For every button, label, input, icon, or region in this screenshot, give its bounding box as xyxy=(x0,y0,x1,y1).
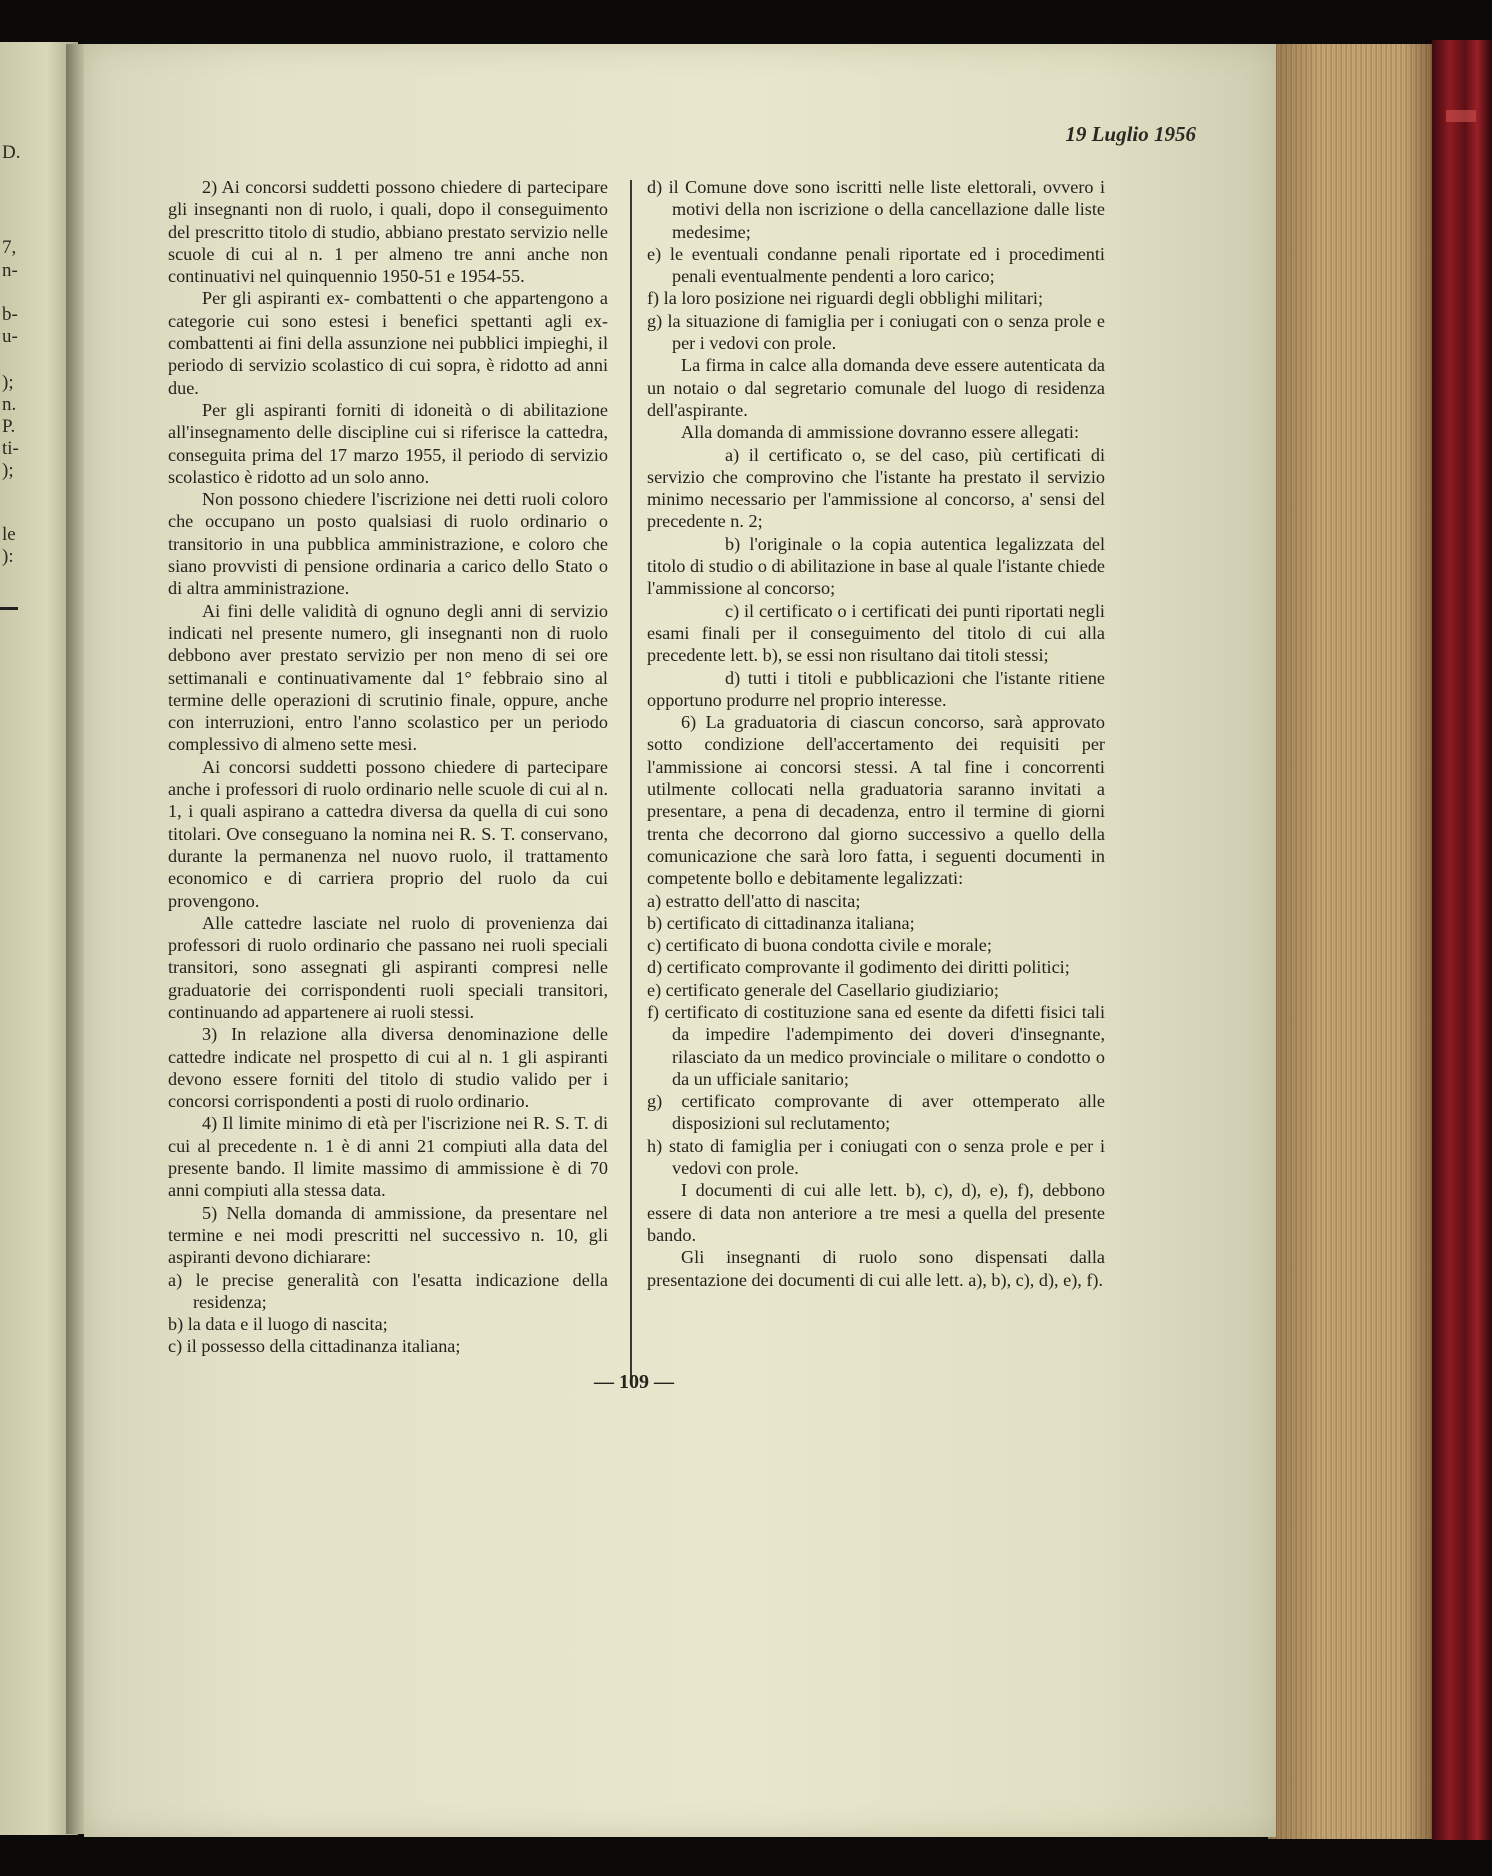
paragraph: Alle cattedre lasciate nel ruolo di provenienza dai professori di ruolo ordinario che passano nei ruoli speciali transitori, sono assegnati gli aspiranti compresi nelle graduatorie dei corrispondenti ruoli speciali transitori, continuando ad appartenere ai ruoli stessi. xyxy=(168,912,608,1022)
list-item: c) certificato di buona condotta civile e morale; xyxy=(647,935,992,956)
margin-fragment: u- xyxy=(2,326,18,347)
margin-fragment: b- xyxy=(2,304,18,325)
paragraph: Ai fini delle validità di ognuno degli anni di servizio indicati nel presente numero, gli insegnanti non di ruolo debbono aver prestato servizio per non meno di sei ore settimanali e continuativamente dal 1° febbraio sino al termine delle operazioni di scrutinio finale, oppure, anche con interruzioni, entro l'anno scolastico per un periodo complessivo di almeno sette mesi. xyxy=(168,600,608,755)
attachment-item: d) tutti i titoli e pubblicazioni che l'istante ritiene opportuno produrre nel proprio interesse. xyxy=(647,667,1105,710)
paragraph: Per gli aspiranti forniti di idoneità o di abilitazione all'insegnamento delle discipline cui si riferisce la cattedra, conseguita prima del 17 marzo 1955, il periodo di servizio scolastico è ridotto ad un solo anno. xyxy=(168,399,608,487)
document-page xyxy=(84,44,1276,1837)
paragraph: 6) La graduatoria di ciascun concorso, sarà approvato sotto condizione dell'accertamento dei requisiti per l'ammissione ai concorsi stessi. A tal fine i concorrenti utilmente collocati nella graduatoria saranno invitati a presentare, a pena di decadenza, entro il termine di giorni trenta che decorrono dal giorno successivo a quello della comunicazione che sarà loro fatta, i seguenti documenti in competente bollo e debitamente legalizzati: xyxy=(647,712,1105,889)
list-item: a) le precise generalità con l'esatta indicazione della residenza; xyxy=(168,1269,608,1312)
attachment-item: a) il certificato o, se del caso, più certificati di servizio che comprovino che l'istante ha prestato il servizio minimo necessario per l'ammissione al concorso, a' sensi del precedente n. 2; xyxy=(647,444,1105,532)
list-item: e) le eventuali condanne penali riportate ed i procedimenti penali eventualmente pendenti a loro carico; xyxy=(647,243,1105,287)
column-divider xyxy=(630,180,632,1380)
list-item: f) la loro posizione nei riguardi degli obblighi militari; xyxy=(647,288,1043,309)
attachment-item: b) l'originale o la copia autentica legalizzata del titolo di studio o di abilitazione in base al quale l'istante chiede l'ammissione al concorso; xyxy=(647,533,1105,599)
paragraph: Per gli aspiranti ex- combattenti o che appartengono a categorie cui sono estesi i benefici spettanti agli ex- combattenti ai fini della assunzione nei pubblici impieghi, il periodo di servizio scolastico di cui sopra, è ridotto ad anni due. xyxy=(168,288,608,398)
list-item: e) certificato generale del Casellario giudiziario; xyxy=(647,979,999,1000)
margin-fragment: 7, xyxy=(2,237,17,258)
margin-fragment: P. xyxy=(2,416,16,437)
list-item: h) stato di famiglia per i coniugati con o senza prole e per i vedovi con prole. xyxy=(647,1135,1105,1179)
list-item: b) la data e il luogo di nascita; xyxy=(168,1314,388,1335)
margin-fragment: ); xyxy=(2,460,14,481)
left-column xyxy=(168,176,608,1358)
margin-rule xyxy=(0,607,18,610)
paragraph: Alla domanda di ammissione dovranno essere allegati: xyxy=(681,422,1079,443)
margin-fragment: ti- xyxy=(2,438,19,459)
attachment-item: c) il certificato o i certificati dei punti riportati negli esami finali per il conseguimento del titolo di cui alla precedente lett. b), se essi non risultano dai titoli stessi; xyxy=(647,600,1105,666)
page-date: 19 Luglio 1956 xyxy=(1065,122,1196,146)
margin-fragment: ): xyxy=(2,546,14,567)
list-item: a) estratto dell'atto di nascita; xyxy=(647,890,861,911)
list-item: b) certificato di cittadinanza italiana; xyxy=(647,912,915,933)
margin-fragment: D. xyxy=(2,142,21,163)
paragraph: 5) Nella domanda di ammissione, da presentare nel termine e nei modi prescritti nel successivo n. 10, gli aspiranti devono dichiarare: xyxy=(168,1202,608,1268)
paragraph: 2) Ai concorsi suddetti possono chiedere di partecipare gli insegnanti non di ruolo, i quali, dopo il conseguimento del prescritto titolo di studio, abbiano prestato servizio nelle scuole di cui al n. 1 per almeno tre anni anche non continuativi nel quinquennio 1950-51 e 1954-55. xyxy=(168,177,608,287)
margin-fragment: n- xyxy=(2,260,18,281)
list-item: g) la situazione di famiglia per i coniugati con o senza prole e per i vedovi con prole. xyxy=(647,310,1105,354)
list-item: g) certificato comprovante di aver ottemperato alle disposizioni sul reclutamento; xyxy=(647,1091,1105,1134)
list-item: d) il Comune dove sono iscritti nelle liste elettorali, ovvero i motivi della non iscrizione o della cancellazione dalle liste medesime; xyxy=(647,177,1105,242)
paragraph: Ai concorsi suddetti possono chiedere di partecipare anche i professori di ruolo ordinario nelle scuole di cui al n. 1, i quali aspirano a cattedra diversa da quella di cui sono titolari. Ove conseguano la nomina nei R. S. T. conservano, durante la permanenza nel nuovo ruolo, il trattamento economico e di carriera proprio del ruolo da cui provengono. xyxy=(168,756,608,911)
margin-fragment: n. xyxy=(2,394,17,415)
paragraph: I documenti di cui alle lett. b), c), d), e), f), debbono essere di data non anteriore a tre mesi a quella del presente bando. xyxy=(647,1180,1105,1245)
cover-mark xyxy=(1446,110,1476,122)
paragraph: Non possono chiedere l'iscrizione nei detti ruoli coloro che occupano un posto qualsiasi di ruolo ordinario o transitorio in una pubblica amministrazione, e coloro che siano provvisti di pensione ordinaria a carico dello Stato o di altra amministrazione. xyxy=(168,489,608,599)
page-number: — 109 — xyxy=(594,1371,674,1393)
paragraph: Gli insegnanti di ruolo sono dispensati dalla presentazione dei documenti di cui alle lett. a), b), c), d), e), f). xyxy=(647,1247,1105,1290)
paragraph: 4) Il limite minimo di età per l'iscrizione nei R. S. T. di cui al precedente n. 1 è di anni 21 compiuti alla data del presente bando. Il limite massimo di ammissione è di 70 anni compiuti alla stessa data. xyxy=(168,1113,608,1201)
paragraph: 3) In relazione alla diversa denominazione delle cattedre indicate nel prospetto di cui al n. 1 gli aspiranti devono essere forniti del titolo di studio valido per i concorsi corrispondenti a posti di ruolo ordinario. xyxy=(168,1024,608,1112)
list-item: f) certificato di costituzione sana ed esente da difetti fisici tali da impedire l'adempimento dei doveri d'insegnante, rilasciato da un medico provinciale o militare o condotto o da un ufficiale sanitario; xyxy=(647,1001,1105,1089)
margin-fragment: le xyxy=(2,524,16,545)
margin-fragment: ); xyxy=(2,372,14,393)
paragraph: La firma in calce alla domanda deve essere autenticata da un notaio o dal segretario comunale del luogo di residenza dell'aspirante. xyxy=(647,355,1105,420)
list-item: c) il possesso della cittadinanza italiana; xyxy=(168,1336,461,1357)
right-column xyxy=(647,176,1105,1291)
list-item: d) certificato comprovante il godimento dei diritti politici; xyxy=(647,957,1070,978)
page-edges xyxy=(1268,44,1438,1839)
book-cover xyxy=(1432,40,1492,1840)
